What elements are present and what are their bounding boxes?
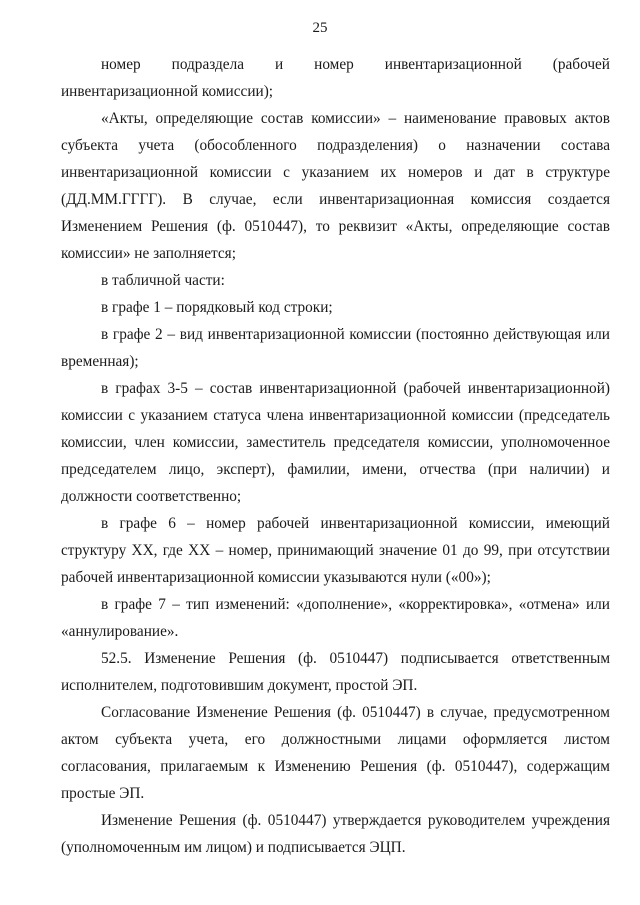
- paragraph: Изменение Решения (ф. 0510447) утверждается руководителем учреждения (уполномоченным им лицом) и подписывается ЭЦП.: [61, 812, 610, 856]
- paragraph: «Акты, определяющие состав комиссии» – наименование правовых актов субъекта учета (обособленного подразделения) о назначении состава инвентаризационной комиссии с указанием их номеров и дат в структуре (ДД.ММ.ГГГГ). В случае, если инвентаризационная комиссия создается Изменением Решения (ф. 0510447), то реквизит «Акты, определяющие состав комиссии» не заполняется;: [61, 110, 610, 262]
- paragraph: в графе 6 – номер рабочей инвентаризационной комиссии, имеющий структуру XX, где XX – номер, принимающий значение 01 до 99, при отсутствии рабочей инвентаризационной комиссии указываются нули («00»);: [61, 515, 610, 586]
- paragraph: Согласование Изменение Решения (ф. 0510447) в случае, предусмотренном актом субъекта учета, его должностными лицами оформляется листом согласования, прилагаемым к Изменению Решения (ф. 0510447), содержащим простые ЭП.: [61, 704, 610, 802]
- document-body: [61, 51, 610, 861]
- paragraph: в табличной части:: [101, 272, 225, 289]
- paragraph: в графе 2 – вид инвентаризационной комиссии (постоянно действующая или временная);: [61, 326, 610, 370]
- paragraph: в графах 3-5 – состав инвентаризационной (рабочей инвентаризационной) комиссии с указанием статуса члена инвентаризационной комиссии (председатель комиссии, член комиссии, заместитель председателя комиссии, уполномоченное председателем лицо, эксперт), фамилии, имени, отчества (при наличии) и должности соответственно;: [61, 380, 610, 505]
- page-number: 25: [312, 20, 328, 36]
- paragraph: в графе 7 – тип изменений: «дополнение», «корректировка», «отмена» или «аннулирование».: [61, 596, 610, 640]
- paragraph: в графе 1 – порядковый код строки;: [101, 299, 333, 316]
- paragraph: 52.5. Изменение Решения (ф. 0510447) подписывается ответственным исполнителем, подготовившим документ, простой ЭП.: [61, 650, 610, 694]
- paragraph: номер подраздела и номер инвентаризационной (рабочей инвентаризационной комиссии);: [61, 56, 610, 100]
